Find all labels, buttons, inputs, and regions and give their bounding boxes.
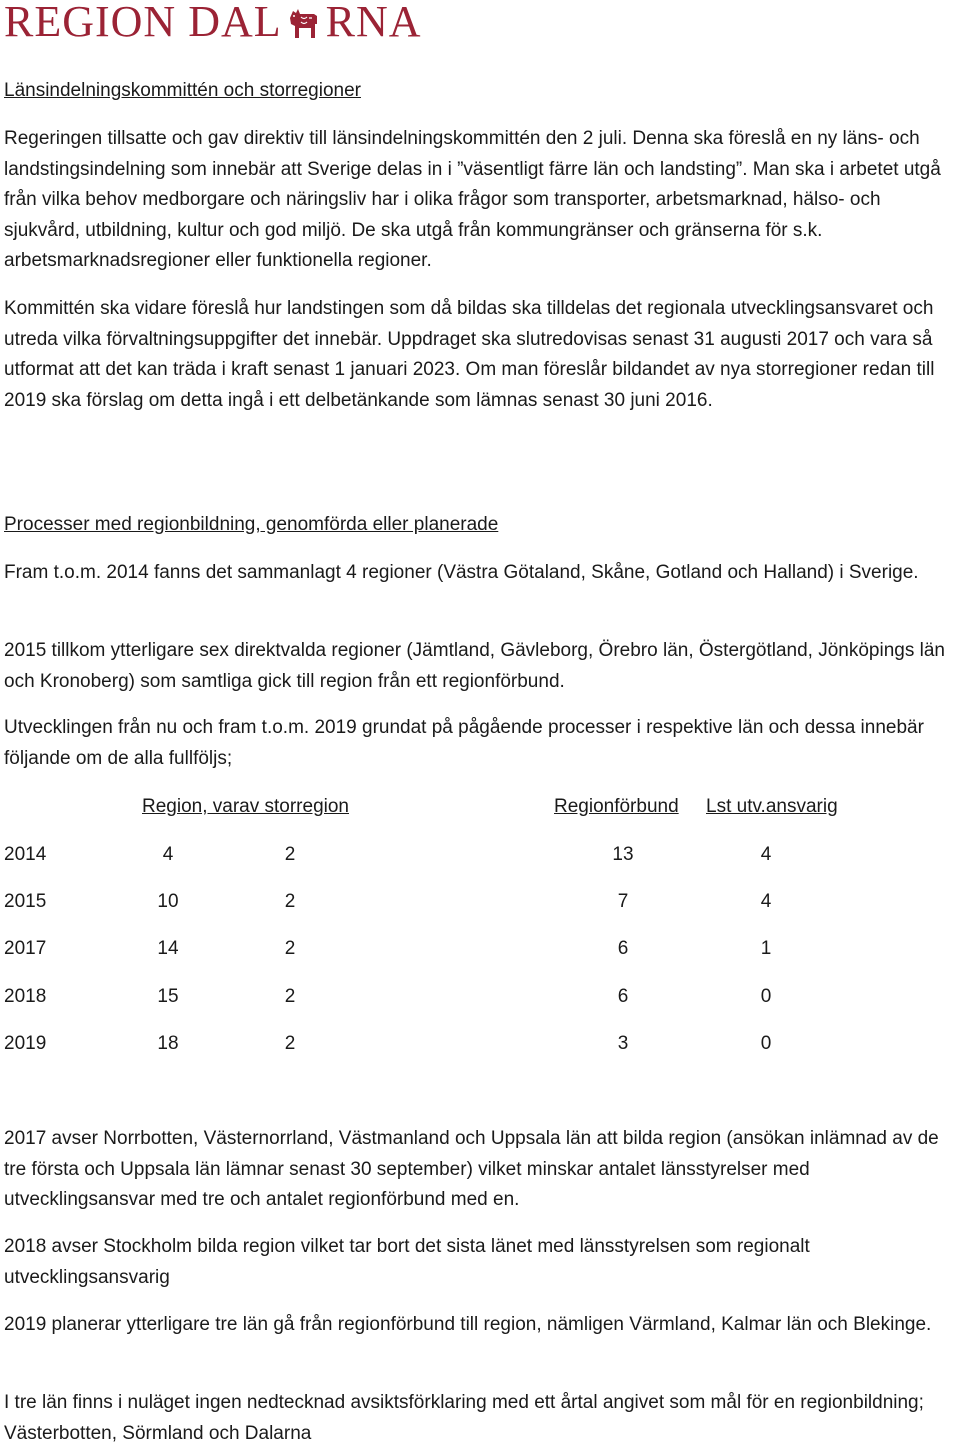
section-heading-processer: Processer med regionbildning, genomförda eller planerade [4, 514, 499, 535]
storregion-cell: 2 [284, 844, 296, 865]
note-paragraph-2018: 2018 avser Stockholm bilda region vilket tar bort det sista länet med länsstyrelsen som regionalt utvecklingsansvarig [4, 1236, 810, 1288]
lst-cell: 1 [760, 938, 772, 959]
year-cell: 2019 [4, 1033, 47, 1054]
lst-cell: 4 [760, 844, 772, 865]
lst-cell: 0 [760, 986, 772, 1007]
regionforbund-cell: 3 [617, 1033, 629, 1054]
dala-horse-icon [284, 2, 324, 42]
section2-paragraph-2: 2015 tillkom ytterligare sex direktvalda regioner (Jämtland, Gävleborg, Örebro län, Östergötland, Jönköpings län och Kronoberg) som samtliga gick till region från ett regionförbund. [4, 640, 945, 692]
table-row [0, 840, 960, 870]
section-heading-lansindelning: Länsindelningskommittén och storregioner [4, 80, 361, 101]
regionforbund-cell: 6 [617, 938, 629, 959]
section2-paragraph-1: Fram t.o.m. 2014 fanns det sammanlagt 4 regioner (Västra Götaland, Skåne, Gotland och Halland) i Sverige. [4, 562, 919, 583]
lst-cell: 4 [760, 891, 772, 912]
table-row [0, 934, 960, 964]
section1-paragraph-2: Kommittén ska vidare föreslå hur landstingen som då bildas ska tilldelas det regionala utvecklingsansvaret och utreda vilka förvaltningsuppgifter det innebär. Uppdraget ska slutredovisas senast 31 augusti 2017 och vara så utformat att det kan träda i kraft senast 1 januari 2023. Om man föreslår bildandet av nya storregioner redan till 2019 ska förslag om detta ingå i ett delbetänkande som lämnas senast 30 juni 2016. [4, 298, 935, 411]
regions-cell: 14 [157, 938, 179, 959]
table-header-lst: Lst utv.ansvarig [706, 796, 838, 817]
table-header-regionforbund: Regionförbund [554, 796, 679, 817]
lst-cell: 0 [760, 1033, 772, 1054]
storregion-cell: 2 [284, 891, 296, 912]
regionforbund-cell: 6 [617, 986, 629, 1007]
storregion-cell: 2 [284, 1033, 296, 1054]
year-cell: 2014 [4, 844, 47, 865]
note-paragraph-avsikt: I tre län finns i nuläget ingen nedtecknad avsiktsförklaring med ett årtal angivet som mål för en regionbildning; Västerbotten, Sörmland och Dalarna [4, 1392, 924, 1444]
table-row [0, 1029, 960, 1059]
year-cell: 2017 [4, 938, 47, 959]
year-cell: 2015 [4, 891, 47, 912]
section2-paragraph-3: Utvecklingen från nu och fram t.o.m. 2019 grundat på pågående processer i respektive län och dessa innebär följande om de alla fullföljs; [4, 717, 924, 769]
storregion-cell: 2 [284, 938, 296, 959]
regions-cell: 4 [162, 844, 174, 865]
region-dalarna-logo [4, 0, 422, 44]
regionforbund-cell: 7 [617, 891, 629, 912]
regions-cell: 10 [157, 891, 179, 912]
regions-cell: 18 [157, 1033, 179, 1054]
regions-cell: 15 [157, 986, 179, 1007]
regionforbund-cell: 13 [612, 844, 634, 865]
table-header-region: Region, varav storregion [142, 796, 349, 817]
table-row [0, 982, 960, 1012]
note-paragraph-2019: 2019 planerar ytterligare tre län gå från regionförbund till region, nämligen Värmland, Kalmar län och Blekinge. [4, 1314, 932, 1335]
year-cell: 2018 [4, 986, 47, 1007]
table-row [0, 887, 960, 917]
section1-paragraph-1: Regeringen tillsatte och gav direktiv till länsindelningskommittén den 2 juli. Denna ska föreslå en ny läns- och landstingsindelning som innebär att Sverige delas in i ”väsentligt färre län och landsting”. Man ska i arbetet utgå från vilka behov medborgare och näringsliv har i olika frågor som transporter, arbetsmarknad, hälso- och sjukvård, utbildning, kultur och god miljö. De ska utgå från kommungränser och gränserna för s.k. arbetsmarknadsregioner eller funktionella regioner. [4, 128, 941, 271]
logo-text-left: REGION DAL [4, 0, 282, 46]
storregion-cell: 2 [284, 986, 296, 1007]
logo-text-right: RNA [325, 0, 422, 46]
note-paragraph-2017: 2017 avser Norrbotten, Västernorrland, Västmanland och Uppsala län att bilda region (ansökan inlämnad av de tre första och Uppsala län lämnar senast 30 september) vilket minskar antalet länsstyrelser med utvecklingsansvar med tre och antalet regionförbund med en. [4, 1128, 939, 1210]
